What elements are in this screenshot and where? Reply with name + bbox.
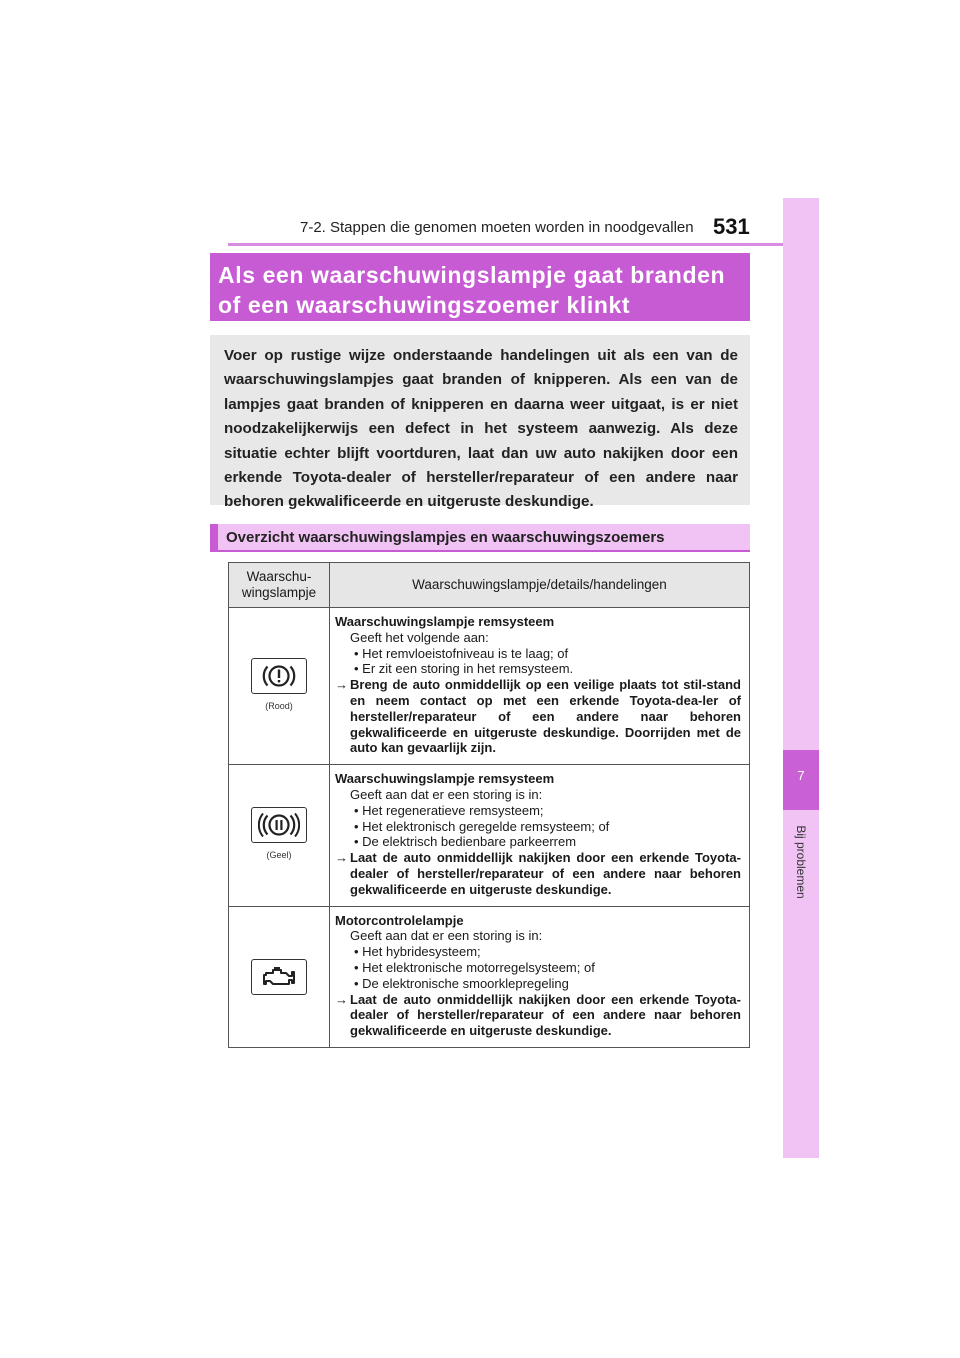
lamp-action — [335, 850, 741, 897]
list-item: • Het elektronisch geregelde remsysteem; of — [354, 818, 610, 834]
section-breadcrumb: 7-2. Stappen die genomen moeten worden in noodgevallen — [300, 219, 694, 236]
table-row — [229, 906, 750, 1047]
column-header-details: Waarschuwingslampje/details/handelingen — [330, 563, 750, 608]
arrow-icon: → — [335, 991, 348, 1007]
column-header-lamp — [229, 563, 330, 608]
lamp-details — [330, 608, 750, 765]
list-item: • Het remvloeistofniveau is te laag; of — [354, 645, 569, 661]
arrow-icon: → — [335, 850, 348, 866]
engine-check-icon — [251, 959, 307, 995]
chapter-number: 7 — [797, 768, 805, 783]
brake-system-malfunction-icon — [251, 807, 307, 843]
arrow-icon: → — [335, 677, 348, 693]
lamp-cell — [229, 765, 330, 906]
intro-paragraph: Voer op rustige wijze onderstaande handelingen uit als een van de waarschuwingslampjes gaat branden of knipperen. Als een van de lampjes gaat branden of knipperen en daarna weer uitgaat, is er niet noodzakelijkerwijs een defect in het systeem aanwezig. Als deze situatie echter blijft voortduren, laat dan uw auto nakijken door een erkende Toyota-dealer of hersteller/reparateur of een andere naar behoren gekwalificeerde en uitgeruste deskundige. — [210, 335, 750, 505]
lamp-action — [335, 677, 741, 756]
list-item: • Het regeneratieve remsysteem; — [354, 802, 544, 818]
page-number: 531 — [713, 214, 750, 239]
list-item: • Er zit een storing in het remsysteem. — [354, 661, 574, 677]
list-item: • De elektronische smoorklepregeling — [354, 975, 569, 991]
lamp-lead: Geeft het volgende aan: — [350, 629, 489, 645]
lamp-action-text: Laat de auto onmiddellijk nakijken door een erkende Toyota-dealer of hersteller/reparateur of een andere naar behoren gekwalificeerde en uitgeruste deskundige. — [350, 991, 741, 1039]
page-title — [210, 253, 750, 321]
brake-warning-icon — [251, 658, 307, 694]
header-divider — [228, 243, 790, 246]
lamp-color-caption: (Rood) — [265, 700, 293, 711]
lamp-action-text: Laat de auto onmiddellijk nakijken door een erkende Toyota-dealer of hersteller/reparateur of een andere naar behoren gekwalificeerde en uitgeruste deskundige. — [350, 850, 741, 897]
chapter-label: Bij problemen — [794, 825, 808, 899]
lamp-cell — [229, 906, 330, 1047]
lamp-action-text: Breng de auto onmiddellijk op een veilige plaats tot stil-stand en neem contact op met een erkende Toyota-dea-ler of hersteller/reparateur of een andere naar behoren gekwalificeerde en uitgeruste deskundige. Doorrijden met de auto kan gevaarlijk zijn. — [350, 677, 741, 756]
column-header-lamp-line-2: wingslampje — [241, 585, 317, 600]
lamp-lead: Geeft aan dat er een storing is in: — [350, 928, 543, 944]
page-title-line-2: of een waarschuwingszoemer klinkt — [218, 292, 631, 318]
list-item: • De elektrisch bedienbare parkeerrem — [354, 834, 577, 850]
table-row — [229, 608, 750, 765]
lamp-title: Waarschuwingslampje remsysteem — [335, 771, 555, 787]
column-header-lamp-line-1: Waarschu- — [246, 569, 312, 584]
list-item: • Het elektronische motorregelsysteem; of — [354, 959, 595, 975]
table-row — [229, 765, 750, 906]
chapter-tab-strip — [783, 198, 819, 1158]
lamp-lead: Geeft aan dat er een storing is in: — [350, 786, 543, 802]
lamp-details — [330, 906, 750, 1047]
lamp-action — [335, 992, 741, 1039]
page-title-line-1: Als een waarschuwingslampje gaat branden — [218, 262, 726, 288]
warning-lights-table — [228, 562, 750, 1048]
lamp-title: Waarschuwingslampje remsysteem — [335, 614, 555, 629]
list-item: • Het hybridesysteem; — [354, 944, 481, 960]
section-subheading: Overzicht waarschuwingslampjes en waarschuwingszoemers — [210, 524, 750, 552]
lamp-color-caption: (Geel) — [266, 849, 292, 860]
lamp-details — [330, 765, 750, 906]
lamp-title: Motorcontrolelampje — [335, 912, 464, 928]
lamp-cell — [229, 608, 330, 765]
table-header-row — [229, 563, 750, 608]
